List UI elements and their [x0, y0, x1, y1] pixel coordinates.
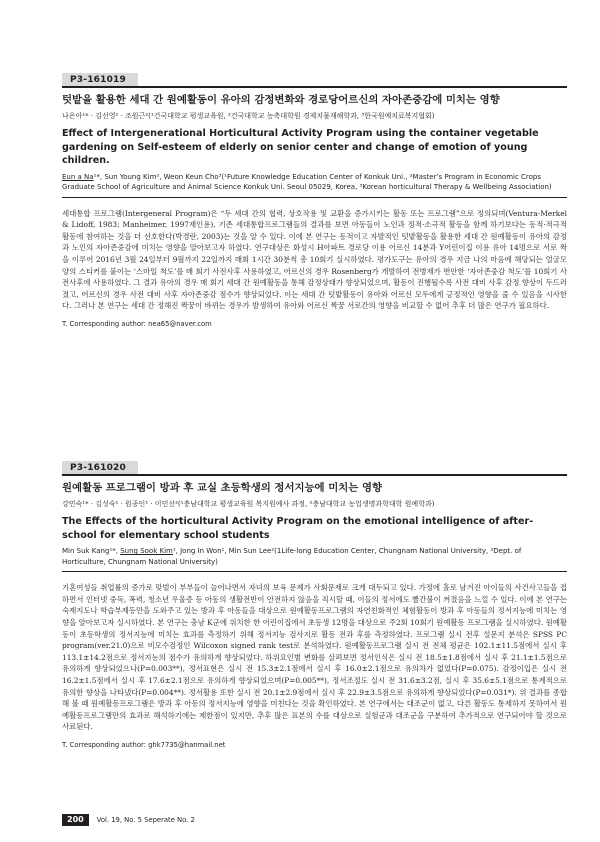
english-title: Effect of Intergenerational Horticultural Activity Program using the container vegetable gardening on Self-esteem of elderly on senior center and change of emotion of young children. [62, 128, 539, 166]
presenting-author: Sung Sook Kim [120, 547, 173, 555]
section-divider [62, 197, 567, 198]
abstract-body: 기혼여성들 취업률의 증가로 맞벌이 부부들이 늘어나면서 자녀의 보육 문제가 사회문제로 크게 대두되고 있다. 가정에 홀로 남겨진 아이들의 사건사고들을 접하면서 인터넷 중독, 폭력, 청소년 우울증 등 아동의 생활전반이 안전하지 않음을 직시할 때, 이들의 정서에도 빨간불이 켜졌음을 느낄 수 있다. 이에 본 연구는 숙제지도나 학습부제등만을 도와주고 있는 방과 후 아동들을 대상으로 원예활동프로그램의 자연친화적인 체험활동이 방과 후 아동들의 정서지능에 미치는 영향을 알아보고자 실시하였다. 본 연구는 충남 K군에 위치한 한 어린이집에서 초등생 12명을 대상으로 주2회 10회기 원예활동 프로그램을 실시하였다. 원예활동이 초등학생의 정서지능에 미치는 효과를 측정하기 위해 정서지능 검사지로 활동 전과 후를 측정하였다. 프로그램 실시 전후 설문지 분석은 SPSS PC program(ver.21.0)으로 비모수검정인 Wilcoxon signed rank test로 분석하였다. 원예활동프로그램 실시 전 전체 평균은 102.1±11.5점에서 실시 후 113.1±14.2점으로 정서지능의 점수가 유의하게 향상되었다. 하위요인별 변화를 살펴보면 정서인식은 실시 전 18.5±1.8점에서 실시 후 21.1±1.5점으로 유의하게 향상되었으나(P=0.003**), 정서표현은 실시 전 15.3±2.1점에서 실시 후 16.0±2.1점으로 유의차가 없었다(P=0.075). 감정이입은 실시 전 16.2±1.5점에서 실시 후 17.6±2.1점으로 유의하게 향상되었으며(P=0.005**), 정서조절도 실시 전 31.6±3.2점, 실시 후 35.6±5.1점으로 통계적으로 유의한 향상을 나타냈다(P=0.004**). 정서활용 또한 실시 전 20.1±2.9점에서 실시 후 22.9±3.5점으로 유의하게 향상되었다(P=0.031*). 위 결과를 종합해 볼 때 원예활동프로그램은 방과 후 아동의 정서지능에 영향을 미친다는 것을 확인하였다. 본 연구에서는 대조군이 없고, 다른 활동도 통제하지 못하여서 원예활동프로그램만의 효과로 해석하기에는 제한점이 있지만, 추후 많은 표본의 수를 대상으로 실험군과 대조군을 구분하여 추가적으로 연구되어야 할 것으로 사료된다. [62, 583, 567, 732]
korean-authors: 강민숙¹* · 김성숙¹ · 원종인¹ · 이민선²(¹충남대학교 평생교육원 복지원예사 과정, ²충남대학교 농업생명과학대학 원예학과) [62, 500, 435, 508]
presenting-author: Eun a Na [62, 172, 94, 181]
korean-authors: 나은아¹* · 김선영² · 조원근²(¹건국대학교 평생교육원, ²건국대학교 농축대학원 경제치물재해학과, ³한국원예치료복지협회) [62, 112, 435, 120]
page-number: 200 [62, 814, 89, 826]
english-authors [62, 546, 567, 567]
header-rule [62, 86, 567, 88]
author-list: ¹*, Sun Young Kim², Weon Keun Cho³(¹Future Knowledge Education Center of Konkuk Uni., ²Master’s Program in Economic Crops Graduate School of Agriculture and Animal Science Konkuk Uni. Seoul 05029, Korea, ³Korean horticultural Therapy & Wellbeing Association) [62, 172, 552, 192]
abstract-2 [62, 455, 567, 749]
corresponding-author: T. Corresponding author: ghk7735@hanmail.net [62, 740, 226, 749]
abstract-body: 세대통합 프로그램(Intergeneral Program)은 “두 세대 간의 협력, 상호작용 및 교환을 증가시키는 활동 또는 프로그램”으로 정의되며(Ventura-Merkel & Lidoff, 1983; Manheimer, 1997재인용), 기존 세대통합프로그램들의 결과를 보면 아동들이 노인과 정적·소극적 활동을 함께 하기보다는 동적·적극적 활동에 참여하는 것을 더 선호한다(박경란, 2003)는 것을 알 수 있다. 이에 본 연구는 동적이고 자발적인 텃밭활동을 활용한 세대 간 원예활동이 유아의 감정과 노인의 자아존중감에 미치는 영향을 알아보고자 하였다. 연구대상은 화성시 H아파트 경로당 이용 어르신 14분과 Y어린이집 이용 유아 14명으로 서로 짝을 이루어 2016년 3월 24일부터 9월까지 22일까지 매회 1시간 30분씩 총 10회기 실시하였다. 평가도구는 유아의 경우 지금 나의 마음에 해당되는 얼굴모양의 스티커를 붙이는 ‘스마일 척도’를 매 회기 사전사후 사용하였고, 어르신의 경우 Rosenberg가 개발하여 전병재가 번안한 ‘자아존중감 척도’를 10회기 사전사후에 사용하였다. 그 결과 유아의 경우 매 회기 세대 간 원예활동을 통해 감정상태가 향상되었으며, 활동이 진행될수록 사전 대비 사후 감정 향상이 두드러졌고, 어르신의 경우 사전 대비 사후 자아존중감 점수가 향상되었다. 이는 세대 간 텃밭활동이 유아와 어르신 모두에게 긍정적인 영향을 줄 수 있음을 시사한다. 그러나 본 연구는 세대 간 정해진 짝꿍이 바뀌는 경우가 발생하여 유아와 어르신 짝꿍 서로간의 영향을 비교할 수 없어 추후 더 많은 연구가 필요하다. [62, 208, 567, 311]
author-list: ¹, Jong In Won¹, Min Sun Lee²(1Life-long Education Center, Chungnam National University, ²Dept. of Horticulture, Chungnam National University) [62, 547, 522, 566]
abstract-code: P3-161019 [62, 73, 138, 86]
english-authors [62, 172, 567, 193]
section-divider [62, 571, 567, 572]
korean-title: 원예활동 프로그램이 방과 후 교실 초등학생의 정서지능에 미치는 영향 [62, 482, 383, 494]
abstract-1 [62, 67, 567, 328]
journal-info: Vol. 19, No. 5 Seperate No. 2 [96, 816, 195, 824]
korean-title: 텃밭을 활용한 세대 간 원예활동이 유아의 감정변화와 경로당어르신의 자아존중감에 미치는 영향 [62, 94, 500, 106]
first-author: Min Suk Kang¹*, [62, 547, 121, 555]
abstract-code: P3-161020 [62, 461, 138, 474]
english-title: The Effects of the horticultural Activity Program on the emotional intelligence of after-school for elementary school students [62, 516, 534, 541]
header-rule [62, 474, 567, 476]
corresponding-author: T. Corresponding author: nea65@naver.com [62, 320, 212, 329]
page-footer [62, 814, 195, 826]
